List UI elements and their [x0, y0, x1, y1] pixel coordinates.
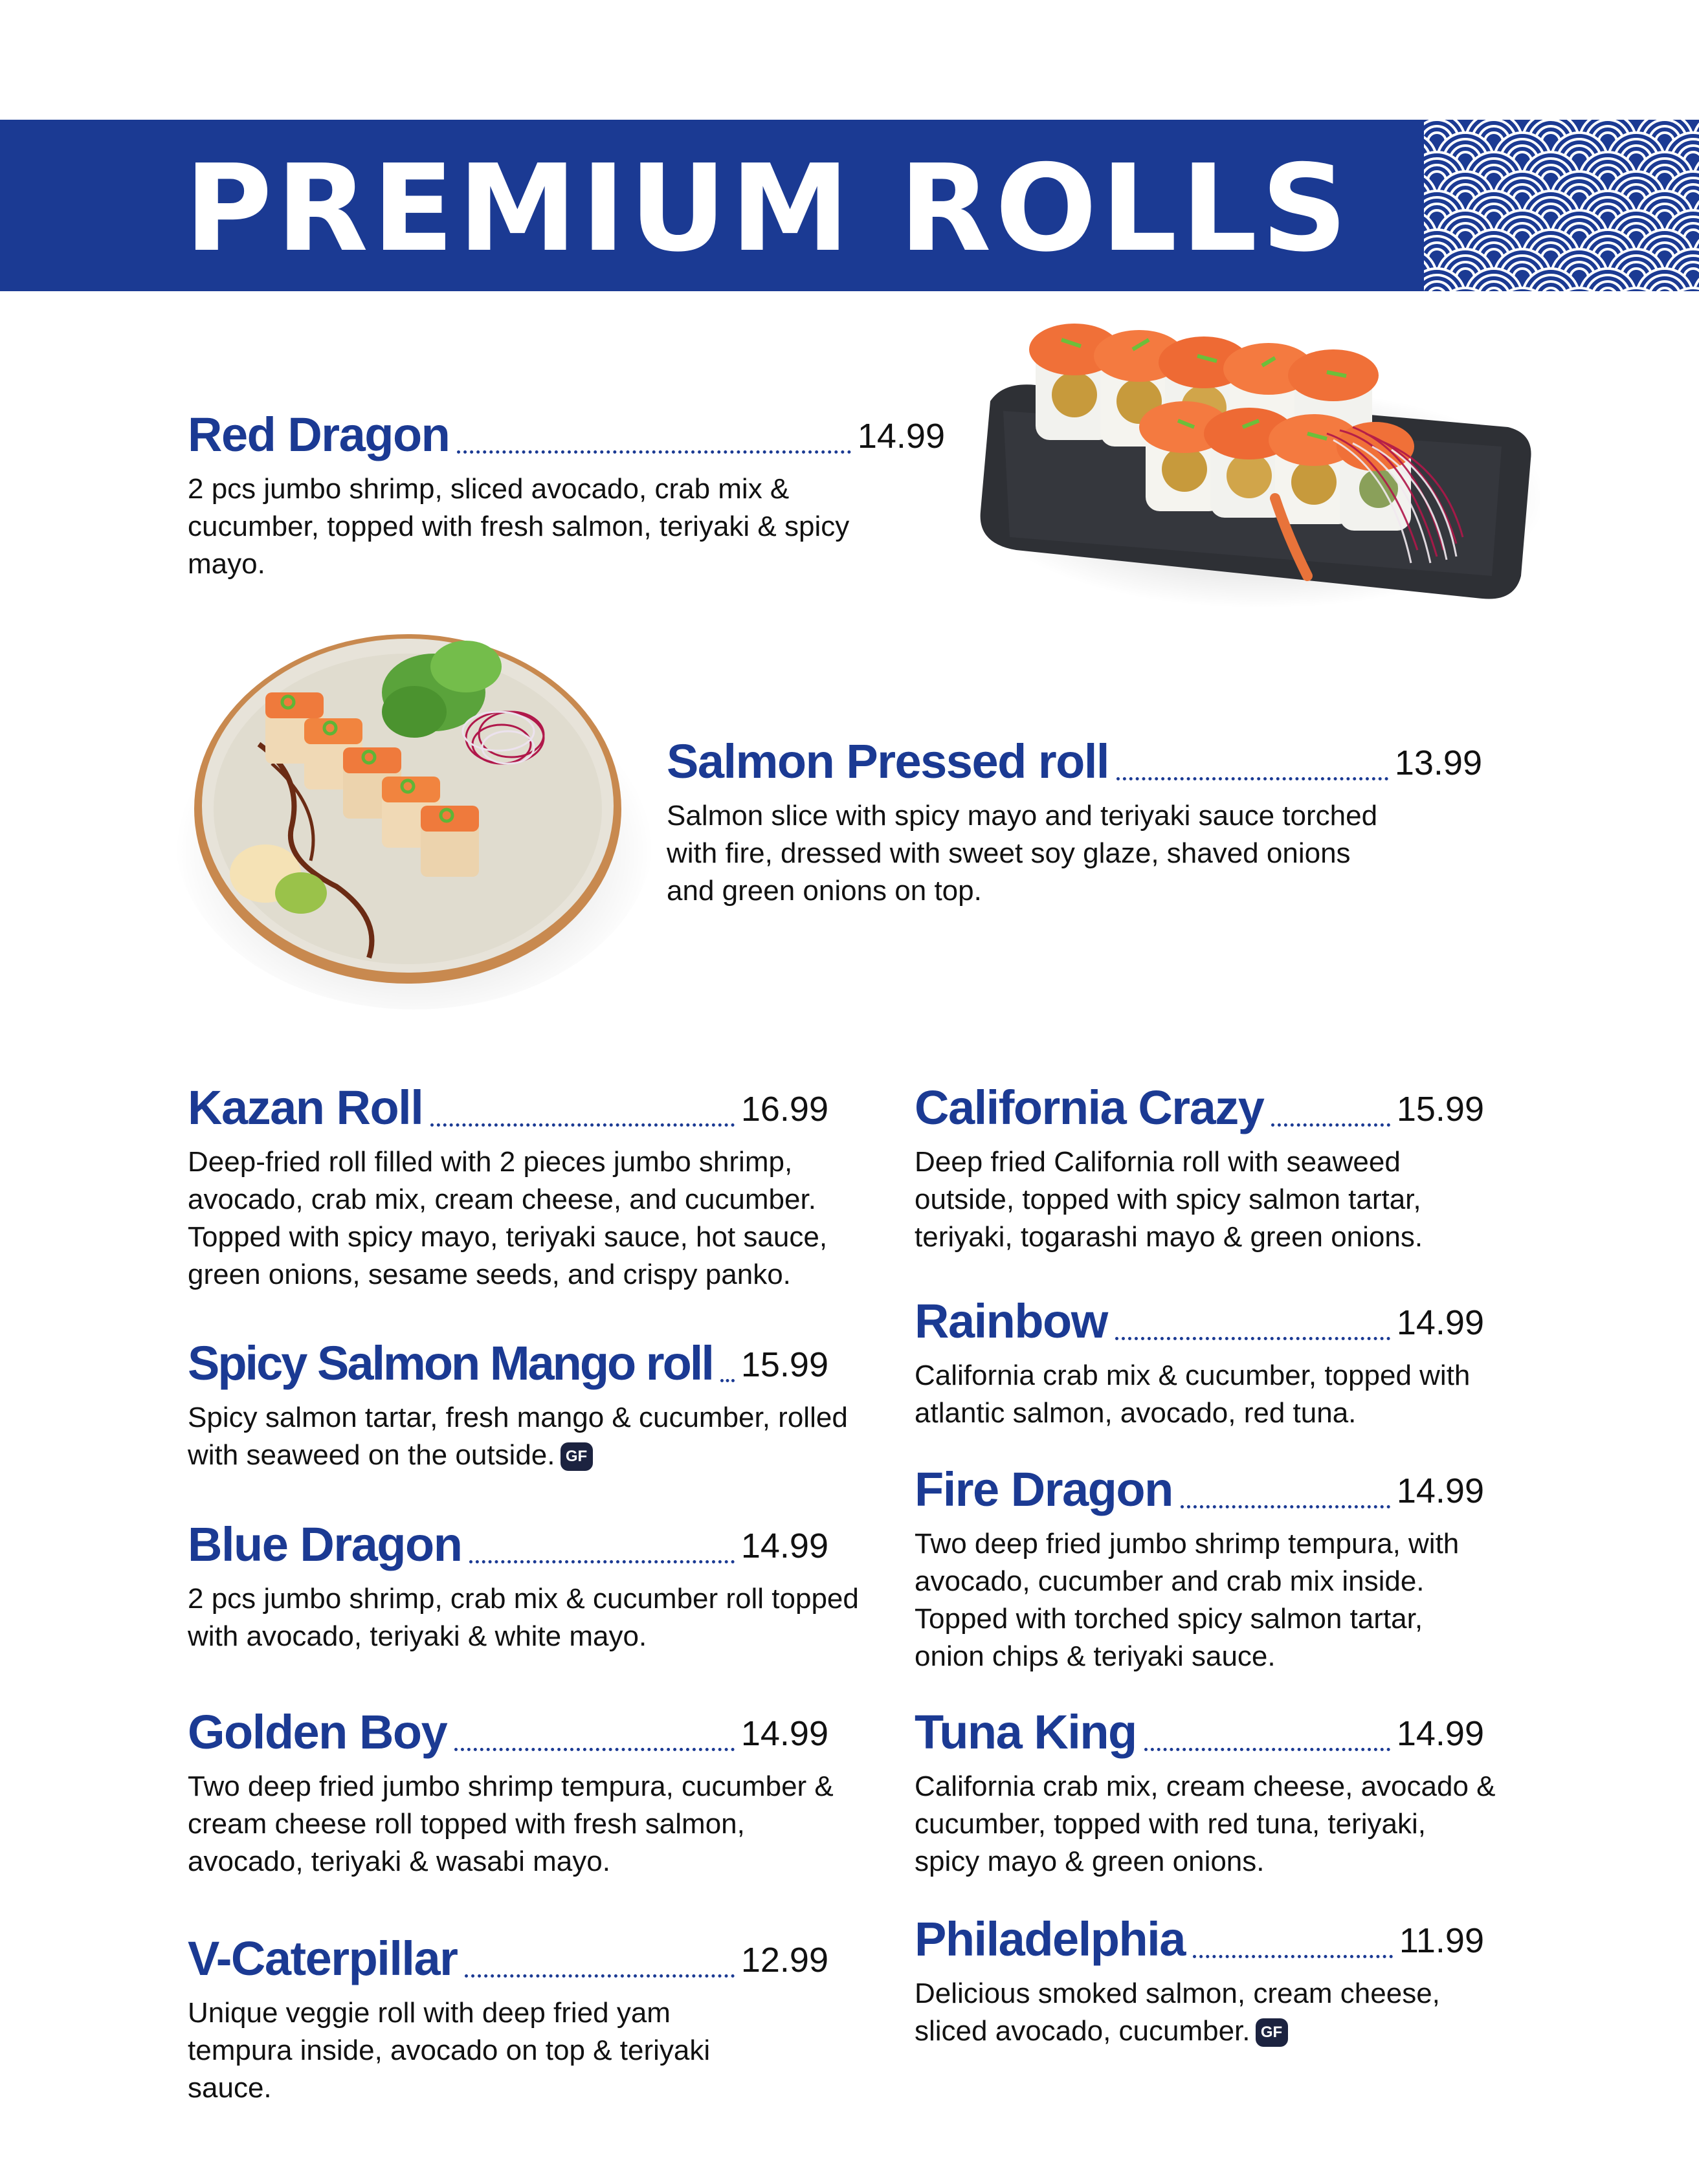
item-name: Kazan Roll: [188, 1081, 423, 1134]
gluten-free-badge: GF: [1256, 2018, 1288, 2047]
menu-item-fire-dragon: [915, 1462, 1484, 1675]
menu-item-v-caterpillar: [188, 1932, 828, 2107]
item-description: Two deep fried jumbo shrimp tempura, cucumber & cream cheese roll topped with fresh salmon, avocado, teriyaki & wasabi mayo.: [188, 1770, 834, 1877]
menu-item-blue-dragon: [188, 1517, 859, 1655]
dot-leader: [1144, 1748, 1390, 1751]
item-price: 14.99: [1396, 1303, 1484, 1342]
item-name: Red Dragon: [188, 408, 450, 461]
item-name: Tuna King: [915, 1705, 1137, 1759]
item-description: Deep-fried roll filled with 2 pieces jumbo shrimp, avocado, crab mix, cream cheese, and cucumber. Topped with spicy mayo, teriyaki sauce, hot sauce, green onions, sesame seeds, and crispy panko.: [188, 1146, 828, 1290]
dot-leader: [1181, 1505, 1390, 1508]
item-description: Deep fried California roll with seaweed outside, topped with spicy salmon tartar, teriyaki, togarashi mayo & green onions.: [915, 1146, 1423, 1253]
item-description: 2 pcs jumbo shrimp, sliced avocado, crab mix & cucumber, topped with fresh salmon, teriyaki & spicy mayo.: [188, 473, 850, 580]
menu-item-california-crazy: [915, 1081, 1484, 1256]
menu-item-tuna-king: [915, 1705, 1496, 1881]
item-price: 15.99: [1396, 1090, 1484, 1129]
menu-item-philadelphia: [915, 1912, 1484, 2050]
dot-leader: [457, 450, 851, 454]
dot-leader: [1193, 1955, 1393, 1958]
item-price: 13.99: [1394, 744, 1482, 782]
item-name: Philadelphia: [915, 1912, 1185, 1966]
item-name: Blue Dragon: [188, 1517, 462, 1571]
menu-item-salmon-pressed-roll: [667, 734, 1482, 910]
gluten-free-badge: GF: [561, 1442, 593, 1471]
item-price: 14.99: [740, 1527, 828, 1565]
salmon-pressed-photo: [175, 615, 667, 1016]
dot-leader: [1116, 777, 1388, 780]
item-name: Rainbow: [915, 1294, 1107, 1348]
item-description: Delicious smoked salmon, cream cheese, sliced avocado, cucumber.: [915, 1978, 1440, 2047]
dot-leader: [720, 1379, 735, 1382]
item-price: 14.99: [740, 1714, 828, 1753]
item-name: V-Caterpillar: [188, 1932, 458, 1985]
item-name: Spicy Salmon Mango roll: [188, 1336, 713, 1390]
item-description: Spicy salmon tartar, fresh mango & cucumber, rolled with seaweed on the outside.: [188, 1402, 848, 1471]
dot-leader: [469, 1560, 734, 1563]
item-description: Two deep fried jumbo shrimp tempura, with avocado, cucumber and crab mix inside. Topped with torched spicy salmon tartar, onion chips & teriyaki sauce.: [915, 1528, 1460, 1672]
item-price: 14.99: [1396, 1714, 1484, 1753]
dot-leader: [454, 1748, 735, 1751]
red-dragon-photo: [964, 304, 1540, 628]
item-description: California crab mix & cucumber, topped with atlantic salmon, avocado, red tuna.: [915, 1360, 1471, 1429]
item-name: California Crazy: [915, 1081, 1264, 1134]
item-price: 12.99: [740, 1941, 828, 1980]
item-description: Unique veggie roll with deep fried yam tempura inside, avocado on top & teriyaki sauce.: [188, 1997, 711, 2104]
menu-item-spicy-salmon-mango-roll: [188, 1336, 848, 1474]
item-name: Salmon Pressed roll: [667, 734, 1109, 788]
dot-leader: [1271, 1123, 1390, 1127]
item-price: 15.99: [740, 1345, 828, 1384]
item-price: 16.99: [740, 1090, 828, 1129]
item-price: 14.99: [1396, 1472, 1484, 1510]
menu-item-rainbow: [915, 1294, 1484, 1432]
menu-item-red-dragon: [188, 408, 945, 583]
menu-item-golden-boy: [188, 1705, 834, 1881]
wave-pattern-decoration: [1424, 120, 1699, 291]
item-price: 14.99: [857, 417, 945, 456]
dot-leader: [465, 1974, 734, 1978]
menu-item-kazan-roll: [188, 1081, 828, 1294]
item-description: Salmon slice with spicy mayo and teriyaki sauce torched with fire, dressed with sweet soy glaze, shaved onions and green onions on top.: [667, 800, 1378, 907]
item-description: California crab mix, cream cheese, avocado & cucumber, topped with red tuna, teriyaki, spicy mayo & green onions.: [915, 1770, 1496, 1877]
item-description: 2 pcs jumbo shrimp, crab mix & cucumber roll topped with avocado, teriyaki & white mayo.: [188, 1583, 859, 1652]
item-name: Fire Dragon: [915, 1462, 1173, 1516]
item-name: Golden Boy: [188, 1705, 447, 1759]
page-title: PREMIUM ROLLS: [184, 138, 1351, 278]
item-price: 11.99: [1399, 1921, 1484, 1960]
dot-leader: [1115, 1337, 1390, 1340]
dot-leader: [430, 1123, 735, 1127]
